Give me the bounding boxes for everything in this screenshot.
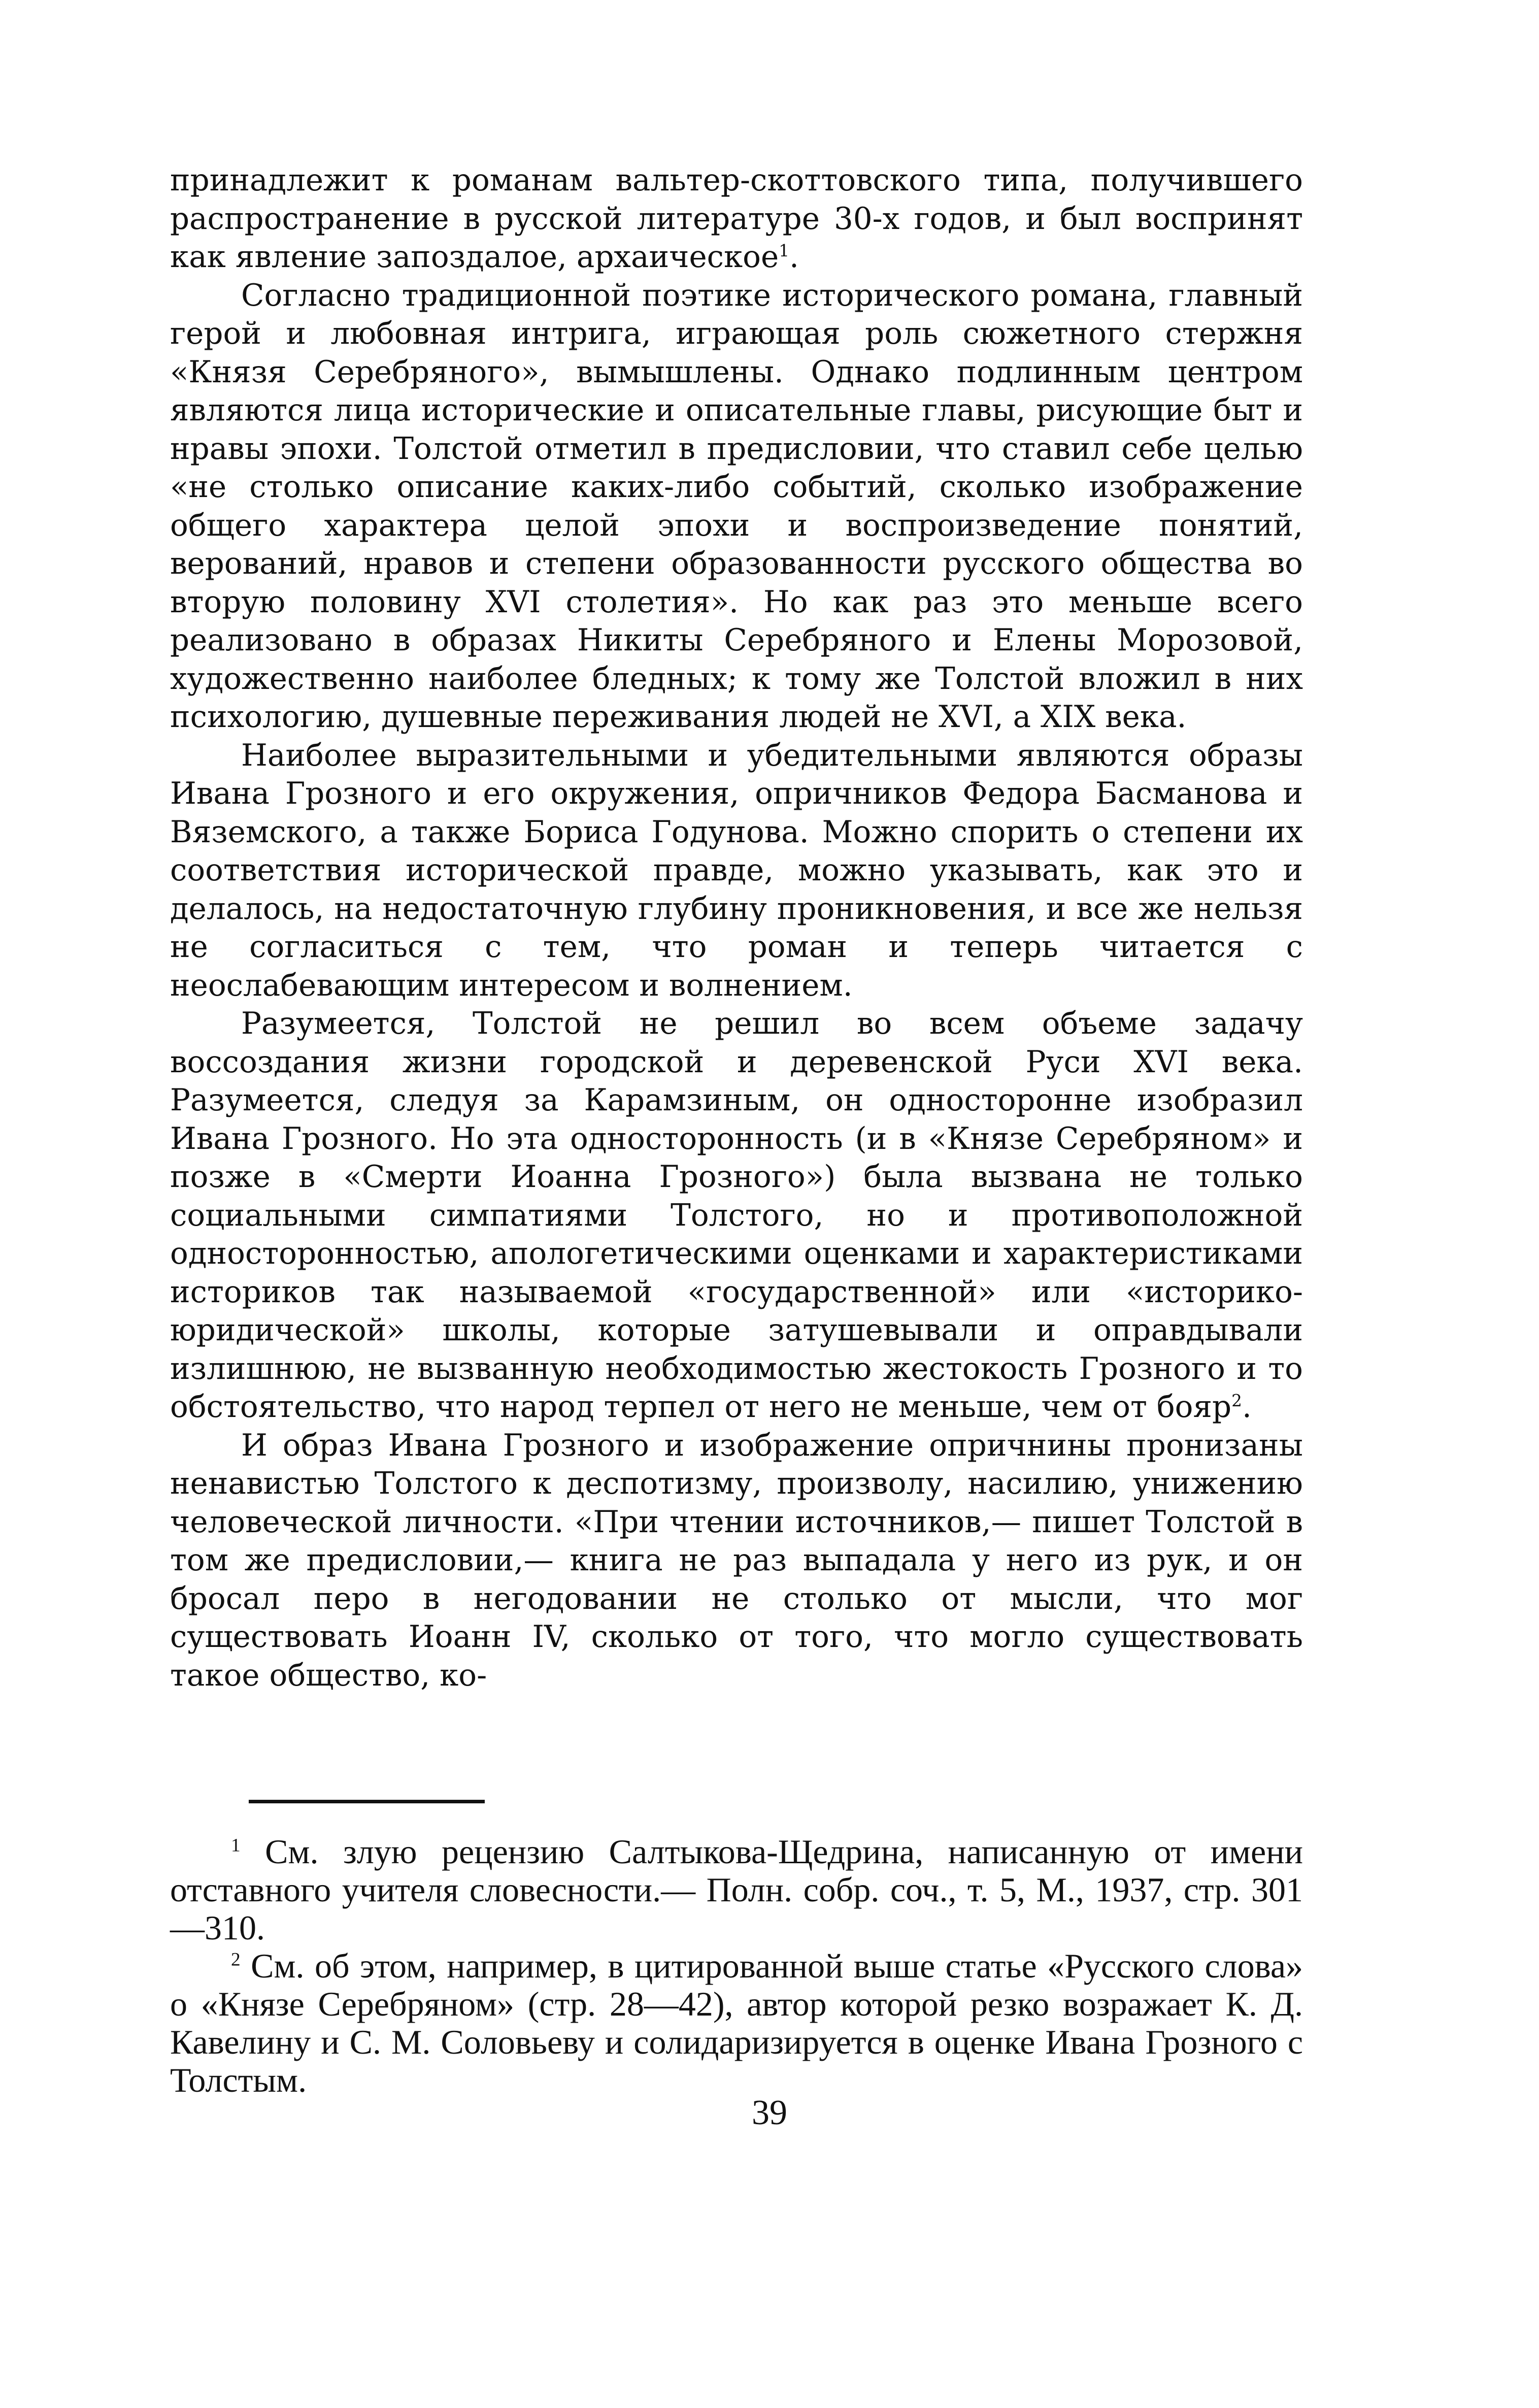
- footnote-text: См. об этом, например, в цитированной выше статье «Русского слова» о «Князе Серебряном» (стр. 28—42), автор которой резко возражает К. Д. Кавелину и С. М. Соловьеву и солидаризируется в оценке Ивана Грозного с Толстым.: [170, 1947, 1303, 2099]
- paragraph-text: Разумеется, Толстой не решил во всем объеме задачу воссоздания жизни городской и деревенской Руси XVI века. Разумеется, следуя за Карамзиным, он односторонне изобразил Ивана Грозного. Но эта односторонность (и в «Князе Серебряном» и позже в «Смерти Иоанна Грозного») была вызвана не только социальными симпатиями Толстого, но и противоположной односторонностью, апологетическими оценками и характеристиками историков так называемой «государственной» или «историко-юридической» школы, которые затушевывали и оправдывали излишнюю, не вызванную необходимостью жестокость Грозного и то обстоятельство, что народ терпел от него не меньше, чем от бояр: [170, 1006, 1303, 1425]
- paragraph-4: [170, 1005, 1303, 1427]
- footnote-mark: 1: [231, 1835, 241, 1856]
- footnote-mark: 2: [231, 1949, 241, 1970]
- paragraph-text: принадлежит к романам вальтер-скоттовского типа, получившего распространение в русской литературе 30-х годов, и был воспринят как явление запоздалое, архаическое: [170, 163, 1303, 275]
- footnotes: [170, 1833, 1303, 2099]
- footnote-divider: [249, 1800, 485, 1803]
- footnote-2: [170, 1947, 1303, 2099]
- paragraph-text: И образ Ивана Грозного и изображение опричнины пронизаны ненавистью Толстого к деспотизму, произволу, насилию, унижению человеческой личности. «При чтении источников,— пишет Толстой в том же предисловии,— книга не раз выпадала у него из рук, и он бросал перо в негодовании не столько от мысли, что мог существовать Иоанн IV, сколько от того, что могло существовать такое общество, ко-: [170, 1428, 1303, 1693]
- paragraph-5: [170, 1427, 1303, 1695]
- paragraph-text: Наиболее выразительными и убедительными являются образы Ивана Грозного и его окружения, опричников Федора Басманова и Вяземского, а также Бориса Годунова. Можно спорить о степени их соответствия исторической правде, можно указывать, как это и делалось, на недостаточную глубину проникновения, и все же нельзя не согласиться с тем, что роман и теперь читается с неослабевающим интересом и волнением.: [170, 738, 1303, 1003]
- footnote-text: См. злую рецензию Салтыкова-Щедрина, написанную от имени отставного учителя словесности.— Полн. собр. соч., т. 5, М., 1937, стр. 301—310.: [170, 1832, 1303, 1947]
- body-text: [170, 161, 1303, 1695]
- footnote-ref-1: 1: [779, 241, 790, 261]
- page-number: 39: [752, 2093, 787, 2132]
- footnote-1: [170, 1833, 1303, 1947]
- paragraph-tail: .: [1242, 1390, 1252, 1425]
- paragraph-text: Согласно традиционной поэтике исторического романа, главный герой и любовная интрига, играющая роль сюжетного стержня «Князя Серебряного», вымышлены. Однако подлинным центром являются лица исторические и описательные главы, рисующие быт и нравы эпохи. Толстой отметил в предисловии, что ставил себе целью «не столько описание каких-либо событий, сколько изображение общего характера целой эпохи и воспроизведение понятий, верований, нравов и степени образованности русского общества во вторую половину XVI столетия». Но как раз это меньше всего реализовано в образах Никиты Серебряного и Елены Морозовой, художественно наиболее бледных; к тому же Толстой вложил в них психологию, душевные переживания людей не XVI, а XIX века.: [170, 278, 1303, 735]
- footnote-ref-2: 2: [1231, 1391, 1242, 1411]
- paragraph-2: [170, 277, 1303, 737]
- main-text: [170, 161, 1303, 1695]
- paragraph-tail: .: [789, 240, 799, 275]
- paragraph-1: [170, 161, 1303, 277]
- paragraph-3: [170, 737, 1303, 1005]
